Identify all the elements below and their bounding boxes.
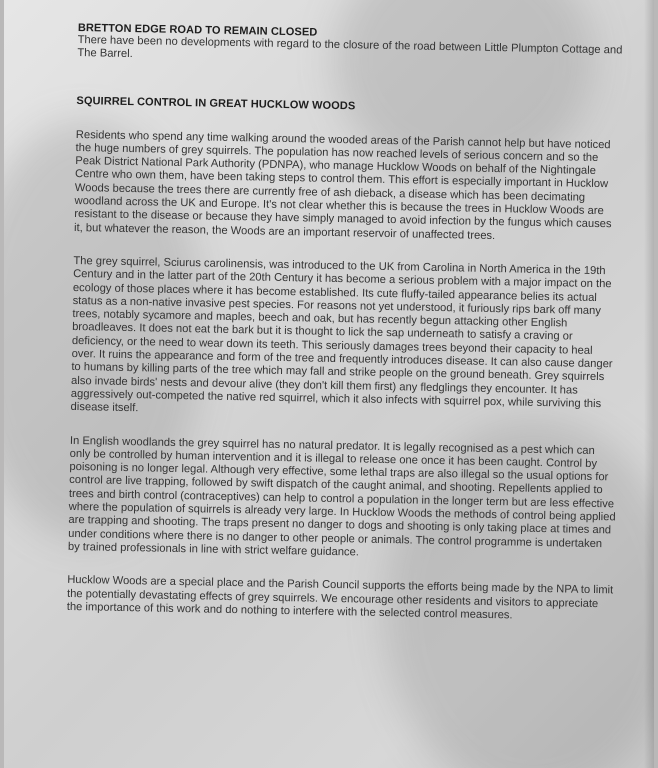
- squirrel-paragraph-2: The grey squirrel, Sciurus carolinensis, was introduced to the UK from Carolina in North America in the 19th Century and in the latter part of the 20th Century it has become a serious problem with a major impact on the ecology of those places where it has become established. Its cute fluffy-tailed appearance belies its actual status as a non-native invasive pest species. For reasons not yet understood, it furiously rips bark off many trees, notably sycamore and maples, beech and oak, but has recently begun attacking other English broadleaves. It does not eat the bark but it is thought to lick the sap underneath to satisfy a craving or deficiency, or the need to wear down its teeth. This seriously damages trees beyond their capacity to heal over. It ruins the appearance and form of the tree and frequently introduces disease. It can also cause danger to humans by killing parts of the tree which may fall and strike people on the ground beneath. Grey squirrels also invade birds' nests and devour alive (they don't kill them first) any fledglings they encounter. It has aggressively out-competed the native red squirrel, which it also infects with squirrel pox, while surviving this disease itself.: [70, 254, 613, 415]
- heading-squirrel-control: SQUIRREL CONTROL IN GREAT HUCKLOW WOODS: [76, 94, 356, 112]
- squirrel-paragraph-1: Residents who spend any time walking around the wooded areas of the Parish cannot help but have noticed the huge numbers of grey squirrels. The population has now reached levels of serious concern and so the Peak District National Park Authority (PDNPA), who manage Hucklow Woods on behalf of the Nightingale Centre who own them, have been taking steps to control them. This effort is especially important in Hucklow Woods because the trees there are currently free of ash dieback, a disease which has been decimating woodland across the UK and Europe. It's not clear whether this is because the trees in Hucklow Woods are resistant to the disease or because they have simply managed to avoid infection by the fungus which causes it, but whatever the reason, the Woods are an important reservoir of unaffected trees.: [73, 128, 612, 242]
- sheet-edge: [644, 0, 654, 768]
- road-closed-text: There have been no developments with regard to the closure of the road between Little Plumpton Cottage and The Barrel.: [77, 33, 623, 61]
- squirrel-paragraph-3: In English woodlands the grey squirrel has no natural predator. It is legally recognised as a pest which can only be controlled by human intervention and it is illegal to release one once it has been caught. Control by poisoning is no longer legal. Although very effective, some lethal traps are also illegal so the usual options for control are live trapping, followed by swift dispatch of the caught animal, and shooting. Repellents applied to trees and birth control (contraceptives) can help to control a population in the longer term but are less effective where the population of squirrels is already very large. In Hucklow Woods the methods of control being applied are trapping and shooting. The traps present no danger to dogs and shooting is only taking place at times and under conditions where there is no danger to other people or animals. The control programme is undertaken by trained professionals in line with strict welfare guidance.: [67, 434, 616, 559]
- heading-road-closed: BRETTON EDGE ROAD TO REMAIN CLOSED: [77, 22, 318, 39]
- squirrel-paragraph-4: Hucklow Woods are a special place and the Parish Council supports the efforts being made by the NPA to limit the potentially devastating effects of grey squirrels. We encourage other residents and visitors to appreciate the importance of this work and do nothing to interfere with the selected control measures.: [66, 574, 614, 622]
- notice-content: [67, 22, 626, 625]
- notice-sheet: [4, 0, 654, 768]
